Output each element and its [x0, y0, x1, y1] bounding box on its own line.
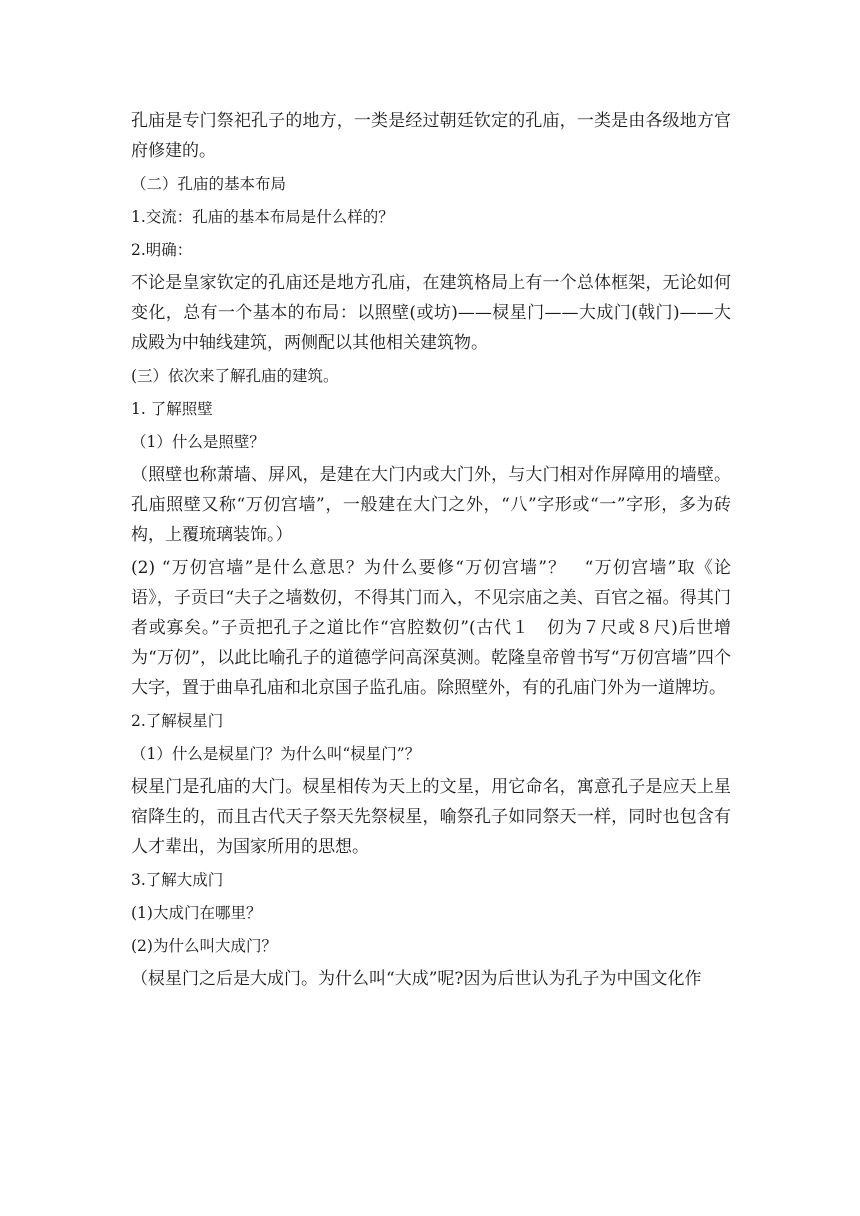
question-dachengmen-location: (1)大成门在哪里？	[131, 904, 262, 922]
question-zhaobi: （1）什么是照壁？	[131, 433, 265, 451]
paragraph-wanren-gongqiang: (2) “万仞宫墙”是什么意思？为什么要修“万仞宫墙”？ “万仞宫墙”取《论语》，子贡曰“夫子之墙数仞，不得其门而入，不见宗庙之美、百官之福。得其门者或寡矣。”子贡把孔子之道比作“宫腔数仞”(古代１ 仞为７尺或８尺)后世增为“万仞”，以此比喻孔子的道德学问高深莫测。乾隆皇帝曾书写“万仞宫墙”四个大字，置于曲阜孔庙和北京国子监孔庙。除照壁外，有的孔庙门外为一道牌坊。	[131, 558, 731, 698]
section-heading-layout: （二）孔庙的基本布局	[131, 175, 287, 193]
paragraph-dachengmen-answer: （棂星门之后是大成门。为什么叫“大成”呢?因为后世认为孔子为中国文化作	[131, 969, 702, 989]
question-lingxingmen: （1）什么是棂星门？为什么叫“棂星门”？	[131, 745, 421, 763]
question-layout: 1.交流：孔庙的基本布局是什么样的？	[131, 208, 394, 226]
subheading-dachengmen: 3.了解大成门	[131, 871, 224, 889]
section-heading-buildings: (三）依次来了解孔庙的建筑。	[131, 367, 339, 385]
paragraph-layout-answer: 不论是皇家钦定的孔庙还是地方孔庙，在建筑格局上有一个总体框架，无论如何变化，总有一个基本的布局：以照壁(或坊)——棂星门——大成门(戟门)——大成殿为中轴线建筑，两侧配以其他相关建筑物。	[131, 273, 731, 353]
paragraph-zhaobi-answer: （照壁也称萧墙、屏风，是建在大门内或大门外，与大门相对作屏障用的墙壁。孔庙照壁又称“万仞宫墙”，一般建在大门之外，“八”字形或“一”字形，多为砖构，上覆琉璃装饰。）	[131, 465, 731, 545]
subheading-zhaobi: 1. 了解照壁	[131, 400, 213, 418]
paragraph-lingxingmen-answer: 棂星门是孔庙的大门。棂星相传为天上的文星，用它命名，寓意孔子是应天上星宿降生的，而且古代天子祭天先祭棂星，喻祭孔子如同祭天一样，同时也包含有人才辈出，为国家所用的思想。	[131, 777, 731, 857]
clarify-label: 2.明确：	[131, 241, 193, 259]
document-body	[131, 106, 731, 997]
subheading-lingxingmen: 2.了解棂星门	[131, 712, 224, 730]
paragraph-intro: 孔庙是专门祭祀孔子的地方，一类是经过朝廷钦定的孔庙，一类是由各级地方官府修建的。	[131, 111, 731, 161]
question-dachengmen-name: (2)为什么叫大成门？	[131, 937, 277, 955]
